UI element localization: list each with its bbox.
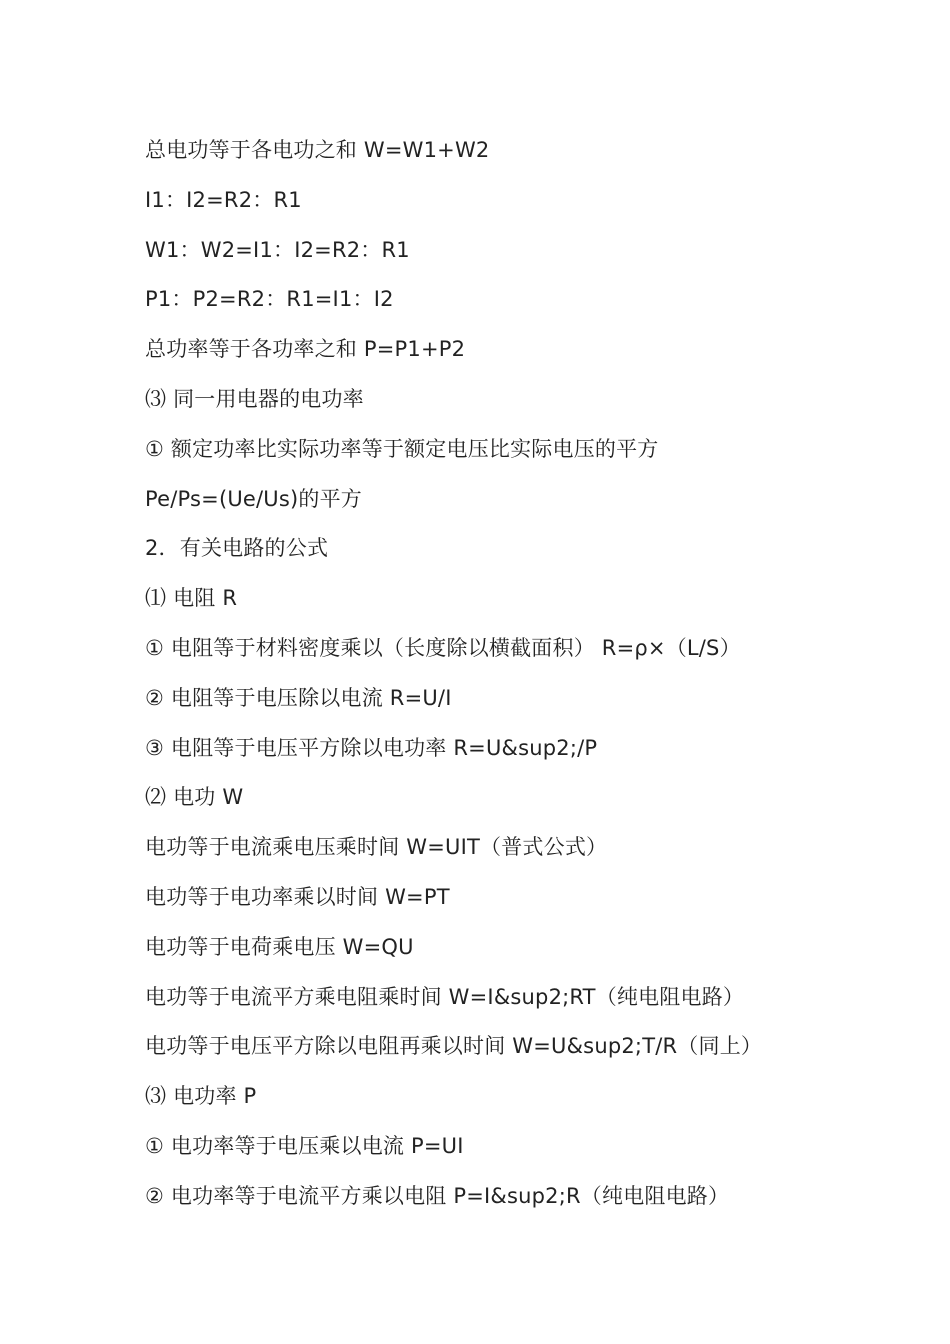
text-line: 电功等于电流乘电压乘时间 W=UIT（普式公式） (145, 835, 608, 860)
text-line: 电功等于电功率乘以时间 W=PT (145, 884, 450, 909)
section-heading: ⑶ 电功率 P (145, 1084, 257, 1109)
text-line: ② 电功率等于电流平方乘以电阻 P=I&sup2;R（纯电阻电路） (145, 1183, 730, 1208)
text-line: 电功等于电流平方乘电阻乘时间 W=I&sup2;RT（纯电阻电路） (145, 984, 745, 1009)
document-body (145, 126, 905, 1222)
section-heading: ⑶ 同一用电器的电功率 (145, 386, 364, 411)
section-heading: 2．有关电路的公式 (145, 536, 329, 561)
text-line: ② 电阻等于电压除以电流 R=U/I (145, 685, 452, 710)
text-line: 总电功等于各电功之和 W=W1+W2 (145, 138, 490, 162)
text-line: ① 电功率等于电压乘以电流 P=UI (145, 1133, 464, 1158)
text-line: W1：W2=I1：I2=R2：R1 (145, 237, 410, 262)
text-line: 电功等于电压平方除以电阻再乘以时间 W=U&sup2;T/R（同上） (145, 1034, 763, 1059)
text-line: P1：P2=R2：R1=I1：I2 (145, 287, 394, 312)
section-heading: ⑴ 电阻 R (145, 586, 238, 611)
text-line: ① 额定功率比实际功率等于额定电压比实际电压的平方 (145, 436, 659, 461)
text-line: ① 电阻等于材料密度乘以（长度除以横截面积） R=ρ×（L/S） (145, 635, 741, 660)
section-heading: ⑵ 电功 W (145, 785, 244, 810)
text-line: 总功率等于各功率之和 P=P1+P2 (145, 337, 466, 362)
text-line: ③ 电阻等于电压平方除以电功率 R=U&sup2;/P (145, 735, 598, 760)
text-line: 电功等于电荷乘电压 W=QU (145, 934, 414, 959)
text-line: I1：I2=R2：R1 (145, 187, 302, 212)
text-line: Pe/Ps=(Ue/Us)的平方 (145, 486, 363, 511)
